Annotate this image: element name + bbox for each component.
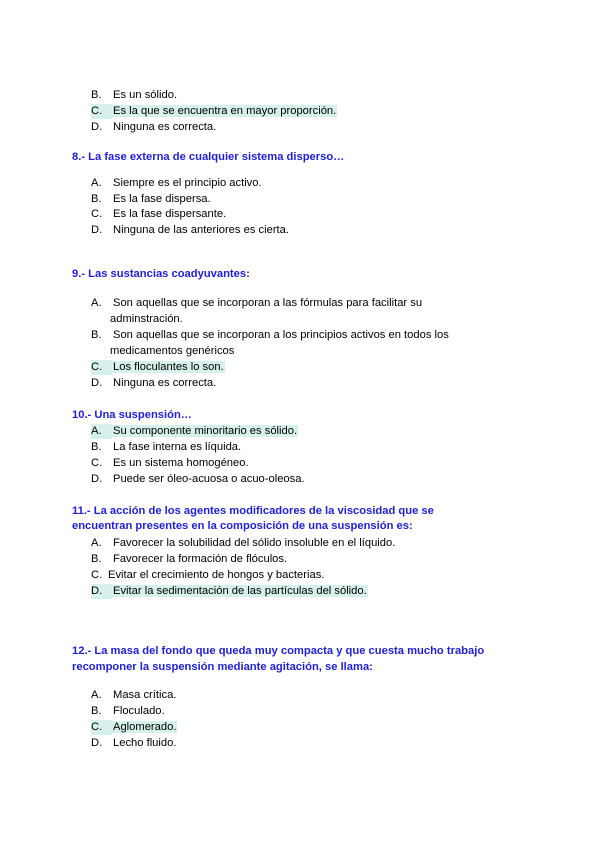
option-letter: D. [91,377,103,389]
option-text: Lecho fluido. [113,737,177,749]
option-letter: A. [91,689,102,701]
option-letter: B. [91,89,102,101]
option-text: Siempre es el principio activo. [113,177,262,189]
q9-option-b-continuation: medicamentos genéricos [110,345,235,357]
option-text: Puede ser óleo-acuosa o acuo-oleosa. [113,473,305,485]
q9-option-a-continuation: adminstración. [110,313,183,325]
q11-option-b [91,552,288,567]
question-12-title-line2: recomponer la suspensión mediante agitación, se llama: [72,661,373,673]
option-text: Evitar el crecimiento de hongos y bacterias. [108,569,325,581]
option-text: Floculado. [113,705,165,717]
option-letter: A. [91,177,102,189]
q9-option-d [91,376,217,391]
q8-option-a [91,176,263,191]
option-letter: A. [91,297,102,309]
q12-option-c-highlighted [91,720,177,735]
option-text: Su componente minoritario es sólido. [113,425,298,437]
prev-option-b [91,88,178,103]
option-letter: D. [91,584,112,599]
option-text: Es la que se encuentra en mayor proporción. [113,105,337,117]
option-letter: C. [91,104,112,119]
option-letter: C. [91,569,103,581]
option-text: La fase interna es líquida. [113,441,242,453]
question-11-title-line1: 11.- La acción de los agentes modificadores de la viscosidad que se [72,505,434,517]
option-text: Evitar la sedimentación de las partículas del sólido. [113,585,367,597]
option-letter: C. [91,457,103,469]
prev-option-d [91,120,217,135]
q11-option-a [91,536,396,551]
option-text: Favorecer la solubilidad del sólido insoluble en el líquido. [113,537,396,549]
q12-option-a [91,688,177,703]
question-10-title: 10.- Una suspensión… [72,409,192,421]
q10-option-a-highlighted [91,424,298,439]
option-text: Aglomerado. [113,721,177,733]
option-letter: B. [91,329,102,341]
option-letter: D. [91,737,103,749]
option-text: Es un sólido. [113,89,178,101]
q11-option-d-highlighted [91,584,368,599]
option-letter: C. [91,208,103,220]
q9-option-b [91,328,450,343]
option-text: Los floculantes lo son. [113,361,224,373]
option-letter: D. [91,473,103,485]
question-12-title-line1: 12.- La masa del fondo que queda muy compacta y que cuesta mucho trabajo [72,645,485,657]
option-letter: C. [91,360,112,375]
prev-option-c-highlighted [91,104,337,119]
q8-option-b [91,192,212,207]
q9-option-a [91,296,423,311]
q12-option-d [91,736,177,751]
q8-option-d [91,223,290,238]
option-letter: D. [91,121,103,133]
option-text: Es la fase dispersante. [113,208,227,220]
q9-option-c-highlighted [91,360,225,375]
question-9-title: 9.- Las sustancias coadyuvantes: [72,268,250,280]
option-text: Ninguna es correcta. [113,121,217,133]
option-text: Ninguna de las anteriores es cierta. [113,224,289,236]
option-text: Favorecer la formación de flóculos. [113,553,288,565]
q10-option-d [91,472,306,487]
option-letter: B. [91,553,102,565]
option-text: Ninguna es correcta. [113,377,217,389]
option-text: Es un sistema homogéneo. [113,457,249,469]
option-letter: B. [91,193,102,205]
option-text: Es la fase dispersa. [113,193,211,205]
q8-option-c [91,207,227,222]
question-11-title-line2: encuentran presentes en la composición de una suspensión es: [72,520,413,532]
option-text: Son aquellas que se incorporan a los principios activos en todos los [113,329,449,341]
option-letter: A. [91,424,112,439]
option-letter: B. [91,705,102,717]
option-letter: D. [91,224,103,236]
q12-option-b [91,704,166,719]
option-text: Son aquellas que se incorporan a las fórmulas para facilitar su [113,297,423,309]
option-text: Masa crítica. [113,689,177,701]
option-letter: C. [91,720,112,735]
option-letter: A. [91,537,102,549]
q10-option-b [91,440,242,455]
option-letter: B. [91,441,102,453]
q10-option-c [91,456,250,471]
question-8-title: 8.- La fase externa de cualquier sistema disperso… [72,151,345,163]
q11-option-c [91,568,325,583]
